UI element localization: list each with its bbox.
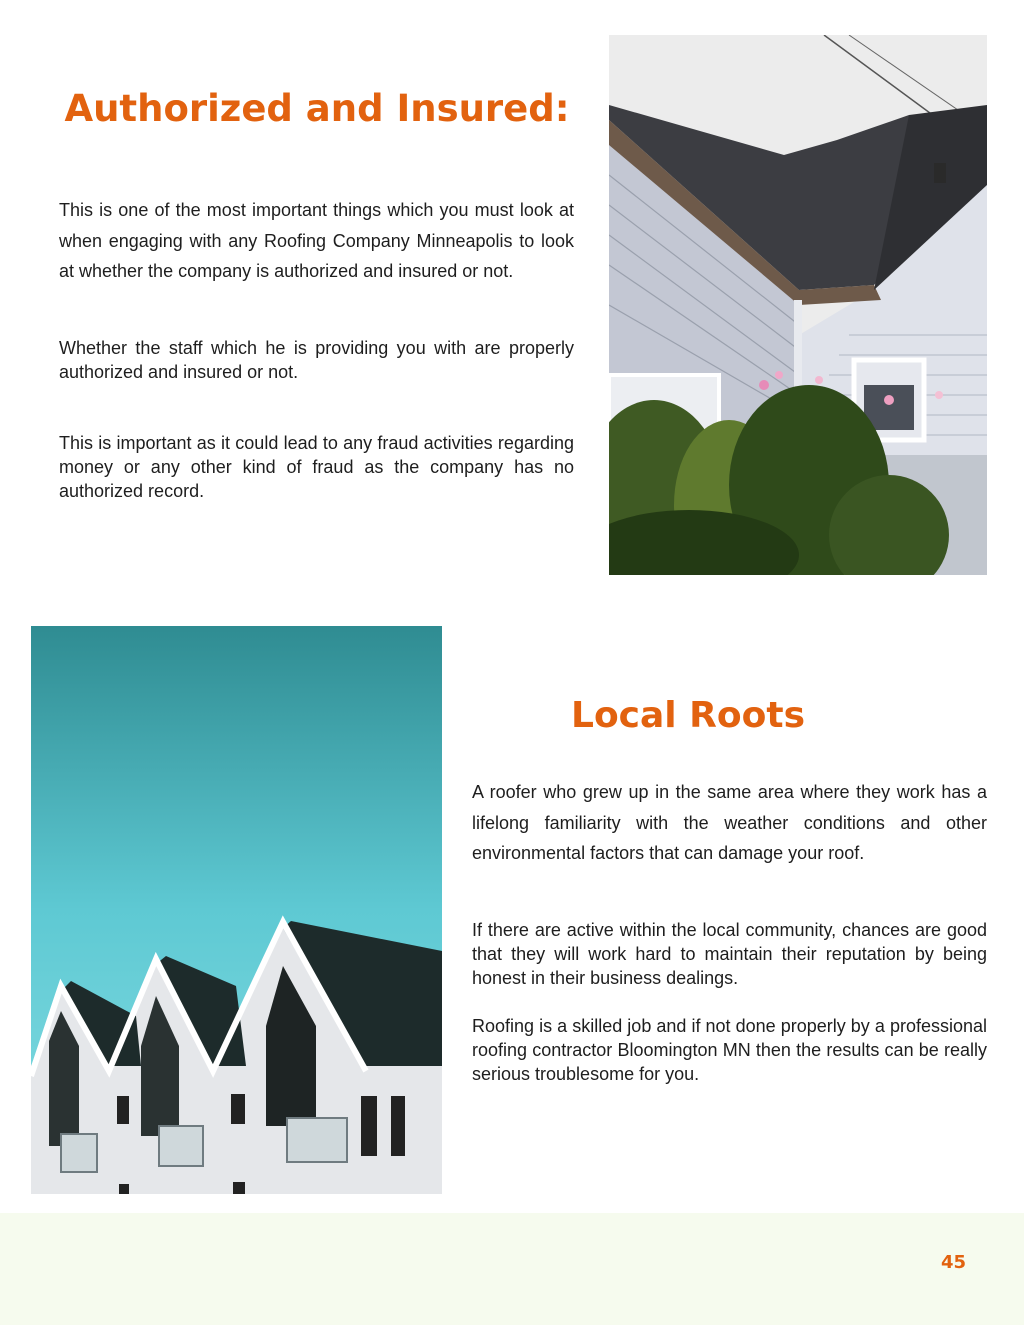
paragraph: This is important as it could lead to any fraud activities regarding money or any other kind of fraud as the company has no authorized record.	[59, 433, 574, 501]
section-heading-authorized: Authorized and Insured:	[64, 87, 570, 130]
house-photo	[609, 35, 987, 575]
section-heading-local-roots: Local Roots	[571, 695, 805, 736]
page-number: 45	[940, 1252, 966, 1273]
roofs-photo	[31, 626, 442, 1194]
paragraph: A roofer who grew up in the same area where they work has a lifelong familiarity with the weather conditions and other environmental factors that can damage your roof.	[472, 782, 987, 863]
page-footer	[0, 1213, 1024, 1325]
paragraph: Roofing is a skilled job and if not done properly by a professional roofing contractor Bloomington MN then the results can be really serious troublesome for you.	[472, 1016, 987, 1084]
paragraph: If there are active within the local community, chances are good that they will work hard to maintain their reputation by being honest in their business dealings.	[472, 920, 987, 988]
paragraph: Whether the staff which he is providing you with are properly authorized and insured or not.	[59, 338, 574, 382]
paragraph: This is one of the most important things which you must look at when engaging with any Roofing Company Minneapolis to look at whether the company is authorized and insured or not.	[59, 200, 574, 281]
